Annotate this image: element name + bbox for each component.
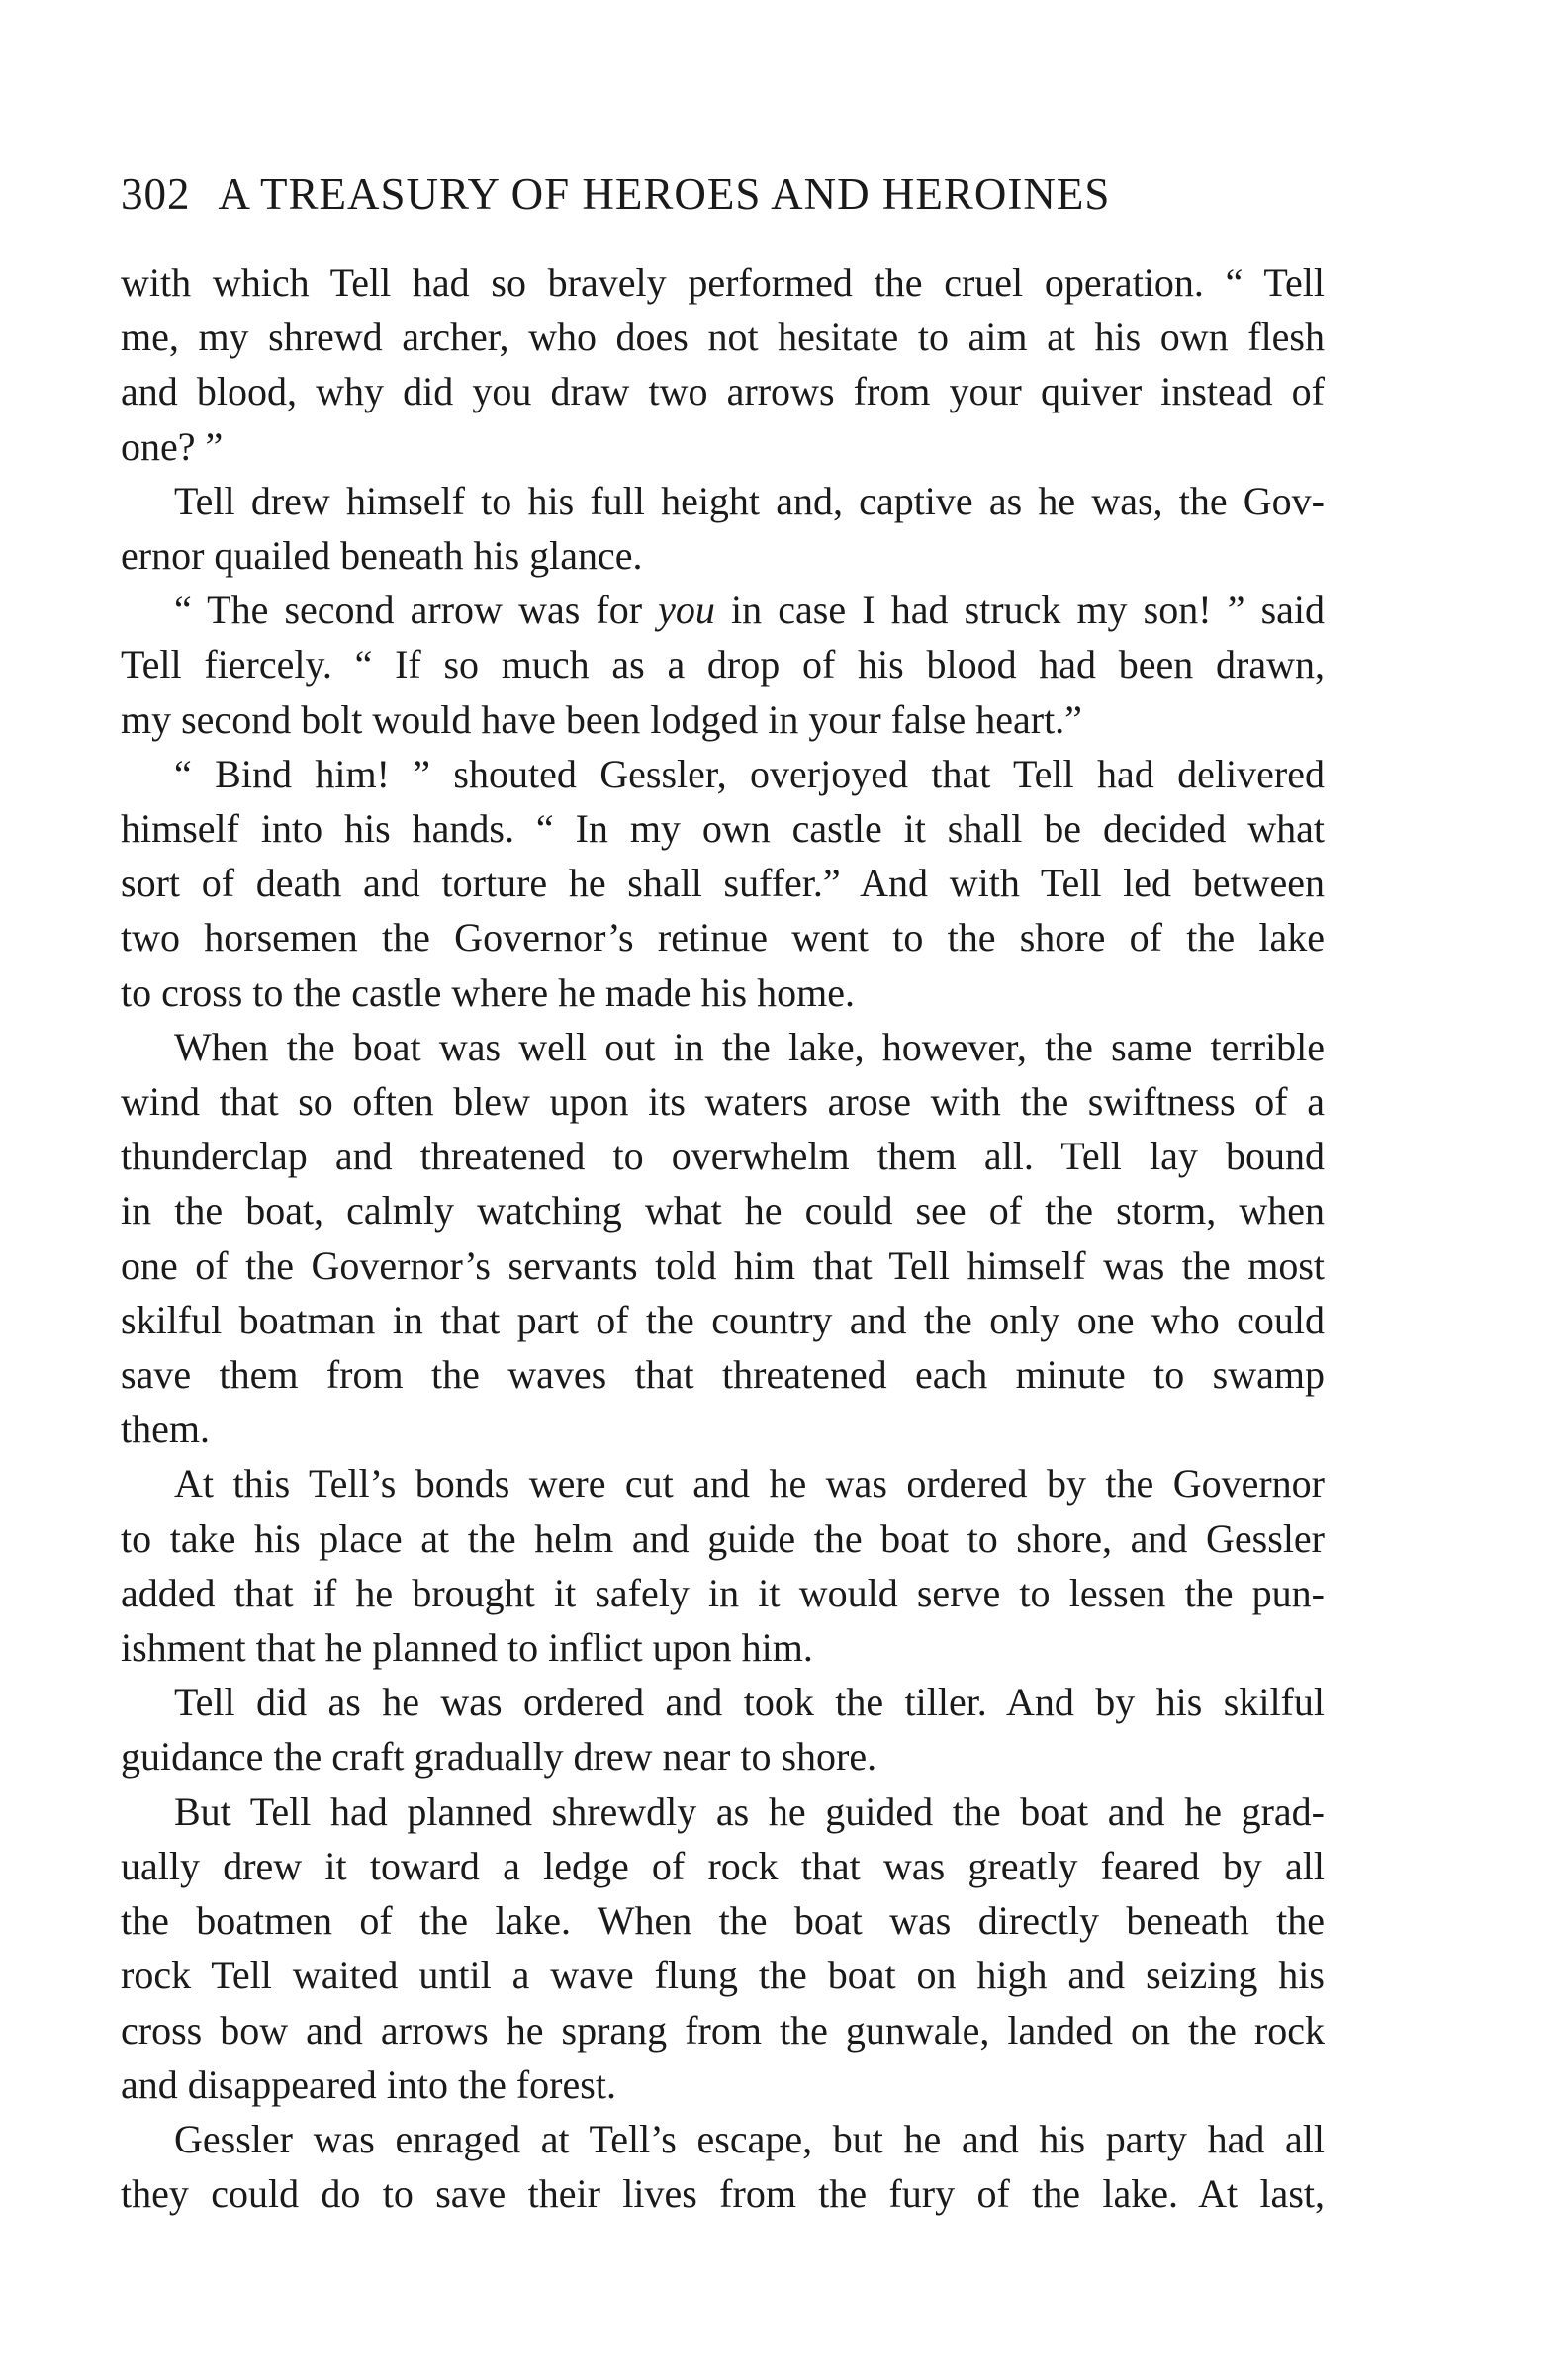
- text-line: wind that so often blew upon its waters arose with the swiftness of a: [121, 1079, 1325, 1125]
- text-line: “ Bind him! ” shouted Gessler, overjoyed that Tell had delivered: [174, 751, 1325, 796]
- text-line: When the boat was well out in the lake, however, the same terrible: [174, 1024, 1325, 1069]
- text-line: and disappeared into the forest.: [121, 2061, 616, 2107]
- text-line: ishment that he planned to inflict upon him.: [121, 1625, 813, 1671]
- text-line: with which Tell had so bravely performed the cruel operation. “ Tell: [121, 260, 1325, 305]
- text-line: my second bolt would have been lodged in your false heart.”: [121, 696, 1082, 742]
- text-line: ually drew it toward a ledge of rock that was greatly feared by all: [121, 1843, 1325, 1888]
- page-number: 302: [121, 169, 191, 219]
- text-line: thunderclap and threatened to overwhelm them all. Tell lay bound: [121, 1134, 1325, 1179]
- text-line: cross bow and arrows he sprang from the gunwale, landed on the rock: [121, 2007, 1325, 2053]
- text-line: skilful boatman in that part of the country and the only one who could: [121, 1297, 1325, 1342]
- emphasis: you: [658, 588, 715, 633]
- book-title: A TREASURY OF HEROES AND HEROINES: [218, 169, 1111, 219]
- text-line: guidance the craft gradually drew near to shore.: [121, 1734, 877, 1780]
- text-line: Tell did as he was ordered and took the tiller. And by his skilful: [174, 1680, 1325, 1725]
- text-line: “ The second arrow was for you in case I had struck my son! ” said: [174, 588, 1326, 633]
- body-text: [121, 255, 1486, 2221]
- text-line: one of the Governor’s servants told him that Tell himself was the most: [121, 1242, 1325, 1288]
- text-line: the boatmen of the lake. When the boat was directly beneath the: [121, 1898, 1325, 1944]
- text-line: Tell drew himself to his full height and, captive as he was, the Gov-: [174, 478, 1325, 523]
- running-head: [121, 168, 1347, 220]
- text-line: Tell fiercely. “ If so much as a drop of his blood had been drawn,: [121, 642, 1325, 687]
- text-line: himself into his hands. “ In my own castle it shall be decided what: [121, 806, 1325, 852]
- text-line: two horsemen the Governor’s retinue went to the shore of the lake: [121, 915, 1325, 961]
- text-line: in the boat, calmly watching what he could see of the storm, when: [121, 1188, 1325, 1234]
- text-line: to cross to the castle where he made his home.: [121, 969, 855, 1015]
- text-line: At this Tell’s bonds were cut and he was ordered by the Governor: [174, 1461, 1325, 1507]
- text-line: and blood, why did you draw two arrows from your quiver instead of: [121, 369, 1325, 414]
- text-line: one? ”: [121, 423, 224, 469]
- text-line: they could do to save their lives from the fury of the lake. At last,: [121, 2171, 1325, 2217]
- text-line: But Tell had planned shrewdly as he guided the boat and he grad-: [174, 1788, 1325, 1834]
- text-line: me, my shrewd archer, who does not hesitate to aim at his own flesh: [121, 315, 1325, 360]
- text-line: them.: [121, 1407, 210, 1452]
- text-line: ernor quailed beneath his glance.: [121, 533, 643, 579]
- text-line: to take his place at the helm and guide the boat to shore, and Gessler: [121, 1515, 1325, 1561]
- text-line: sort of death and torture he shall suffer.” And with Tell led between: [121, 861, 1325, 906]
- text-line: added that if he brought it safely in it would serve to lessen the pun-: [121, 1570, 1325, 1615]
- text-line: rock Tell waited until a wave flung the boat on high and seizing his: [121, 1953, 1325, 1998]
- text-line: save them from the waves that threatened each minute to swamp: [121, 1352, 1325, 1398]
- text-line: Gessler was enraged at Tell’s escape, but he and his party had all: [174, 2116, 1325, 2161]
